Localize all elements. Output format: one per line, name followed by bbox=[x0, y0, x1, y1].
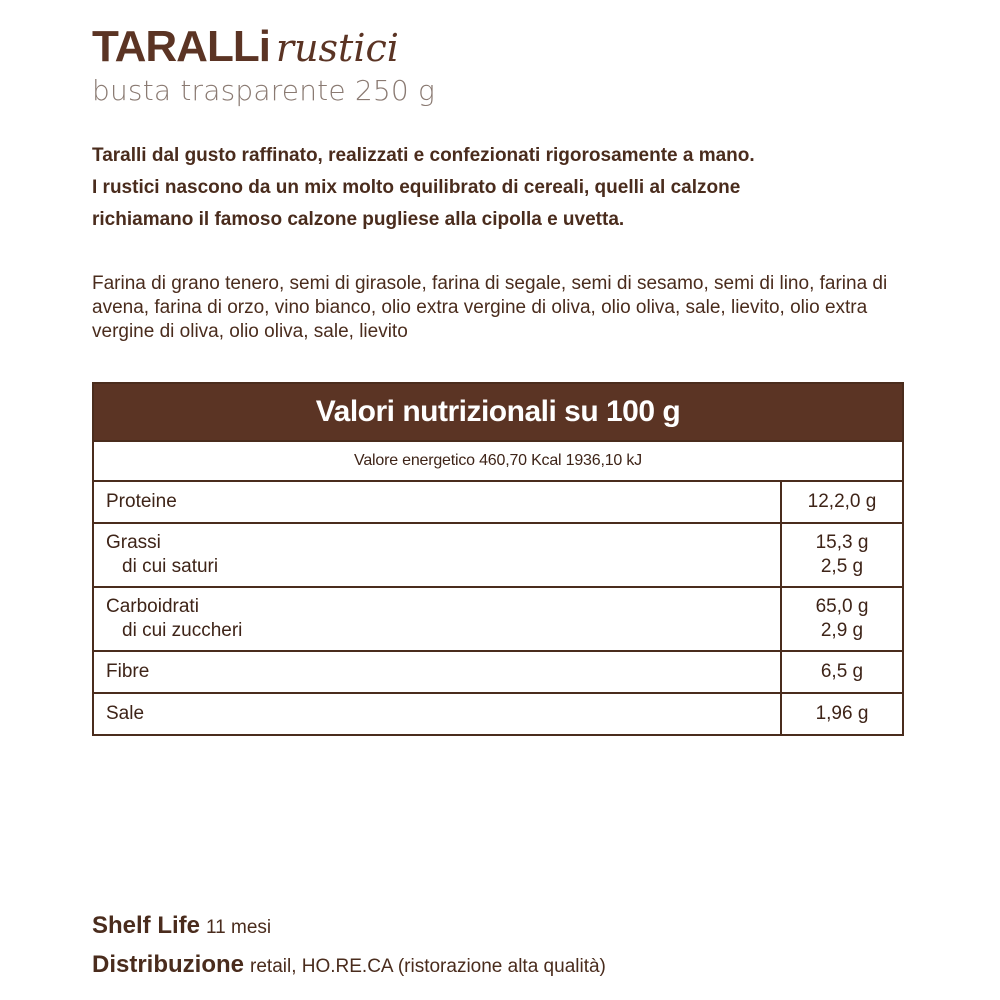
nutrient-label-cell bbox=[93, 523, 781, 587]
nutrient-label-cell bbox=[93, 587, 781, 651]
table-row bbox=[93, 587, 903, 651]
ingredients-list: Farina di grano tenero, semi di girasole, farina di segale, semi di sesamo, semi di lino, farina di avena, farina di orzo, vino bianco, olio extra vergine di oliva, olio oliva, sale, lievito, olio extra vergine di oliva, olio oliva, sale, lievito bbox=[92, 273, 888, 342]
nutrient-value: 1,96 g bbox=[781, 693, 903, 735]
nutrient-value-cell bbox=[781, 587, 903, 651]
description-line: Taralli dal gusto raffinato, realizzati e confezionati rigorosamente a mano. bbox=[92, 145, 755, 166]
nutrient-subvalue: 2,9 g bbox=[820, 620, 864, 641]
table-row bbox=[93, 651, 903, 693]
product-title bbox=[92, 22, 399, 72]
nutrient-subvalue: 2,5 g bbox=[820, 556, 864, 577]
nutrient-sublabel: di cui saturi bbox=[122, 556, 219, 577]
nutrient-label: Fibre bbox=[93, 651, 781, 693]
nutrient-value: 15,3 g bbox=[815, 532, 869, 553]
product-title-main: TARALLi bbox=[92, 22, 270, 71]
shelf-life-label: Shelf Life bbox=[92, 912, 201, 939]
distribution bbox=[92, 951, 606, 979]
nutrition-table bbox=[92, 382, 904, 736]
nutrient-sublabel: di cui zuccheri bbox=[122, 620, 243, 641]
description-line: richiamano il famoso calzone pugliese alla cipolla e uvetta. bbox=[92, 209, 625, 230]
distribution-label: Distribuzione bbox=[92, 951, 245, 978]
description-line: I rustici nascono da un mix molto equilibrato di cereali, quelli al calzone bbox=[92, 177, 741, 198]
nutrient-value: 65,0 g bbox=[815, 596, 869, 617]
product-subtitle: busta trasparente 250 g bbox=[92, 74, 436, 107]
nutrient-value: 12,2,0 g bbox=[781, 481, 903, 523]
distribution-value: retail, HO.RE.CA (ristorazione alta qualità) bbox=[250, 956, 606, 977]
nutrition-table-title: Valori nutrizionali su 100 g bbox=[93, 383, 903, 441]
product-title-script: rustici bbox=[275, 26, 399, 70]
nutrient-value-cell bbox=[781, 523, 903, 587]
table-row bbox=[93, 693, 903, 735]
product-description bbox=[92, 140, 922, 236]
table-row bbox=[93, 523, 903, 587]
nutrient-label: Carboidrati bbox=[106, 596, 199, 617]
nutrient-label: Sale bbox=[93, 693, 781, 735]
energy-value: Valore energetico 460,70 Kcal 1936,10 kJ bbox=[93, 441, 903, 481]
table-row bbox=[93, 481, 903, 523]
shelf-life-value: 11 mesi bbox=[206, 917, 272, 938]
nutrient-label: Proteine bbox=[93, 481, 781, 523]
nutrient-value: 6,5 g bbox=[781, 651, 903, 693]
shelf-life bbox=[92, 912, 271, 940]
nutrient-label: Grassi bbox=[106, 532, 161, 553]
